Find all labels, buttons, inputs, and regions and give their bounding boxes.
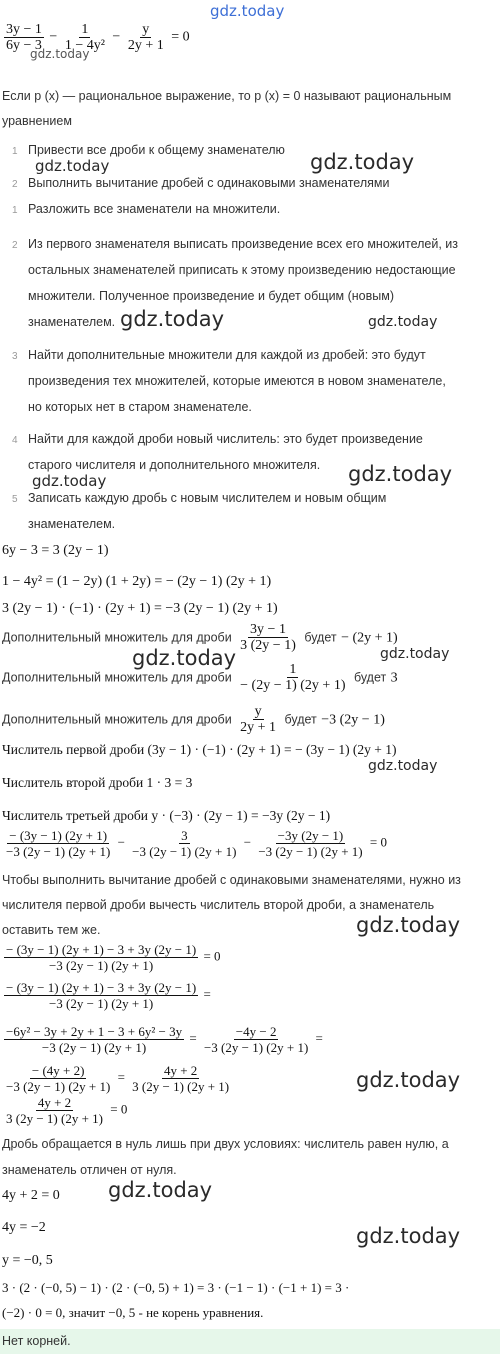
extra-multiplier-1: Дополнительный множитель для дроби $\frac{3y - 1}{3 (2y - 1)}$ будет − (2y + 1) — [2, 622, 398, 653]
solve-line-4: 3 · (2 · (−0, 5) − 1) · (2 · (−0, 5) + 1) = 3 · (−1 − 1) · (−1 + 1) = 3 · — [2, 1280, 350, 1295]
subtract-rule-line-2: числителя первой дроби вычесть числитель второй дроби, а знаменатель — [2, 898, 435, 912]
eq-fraction-1: $\frac{3y - 1}{6y - 3}$ — [6, 22, 42, 53]
step-text: но которых нет в старом знаменателе. — [28, 400, 252, 414]
watermark: gdz.today — [132, 646, 237, 670]
watermark: gdz.today — [348, 462, 453, 486]
step-number: 2 — [12, 179, 18, 190]
step-number: 3 — [12, 351, 18, 362]
subtract-rule-line-1: Чтобы выполнить вычитание дробей с одинаковыми знаменателями, нужно из — [2, 873, 461, 887]
factor-line-2: 1 − 4y² = (1 − 2y) (1 + 2y) = − (2y − 1) (2y + 1) — [2, 574, 272, 589]
watermark: gdz.today — [32, 472, 107, 490]
watermark: gdz.today — [310, 150, 415, 174]
step-text: Из первого знаменателя выписать произведение всех его множителей, из — [28, 237, 458, 251]
subtract-rule-line-3: оставить тем же. — [2, 923, 101, 937]
numerator-3: Числитель третьей дроби y · (−3) · (2y − 1) = −3y (2y − 1) — [2, 808, 331, 823]
watermark: gdz.today — [30, 47, 90, 61]
watermark: gdz.today — [368, 314, 438, 330]
watermark-top: gdz.today — [210, 2, 285, 20]
zero-rule-line-1: Дробь обращается в нуль лишь при двух условиях: числитель равен нулю, а — [2, 1137, 449, 1151]
step-text: множители. Полученное произведение и будет общим (новым) — [28, 289, 395, 303]
watermark: gdz.today — [380, 646, 450, 662]
step-number: 1 — [12, 146, 18, 157]
step-text: Разложить все знаменатели на множители. — [28, 202, 281, 216]
step-text: Найти дополнительные множители для каждой из дробей: это будут — [28, 348, 426, 362]
numerator-2: Числитель второй дроби 1 · 3 = 3 — [2, 775, 193, 790]
step-number: 5 — [12, 494, 18, 505]
watermark: gdz.today — [356, 913, 461, 937]
numerator-1: Числитель первой дроби (3y − 1) · (−1) · (2y + 1) = − (3y − 1) (2y + 1) — [2, 742, 397, 757]
zero-rule-line-2: знаменатель отличен от нуля. — [2, 1163, 177, 1177]
combine-step-2: $\frac{- (3y - 1) (2y + 1) - 3 + 3y (2y - 1)}{-3 (2y - 1) (2y + 1)}$ = — [6, 980, 211, 1011]
extra-multiplier-3: Дополнительный множитель для дроби $\frac{y}{2y + 1}$ будет −3 (2y − 1) — [2, 704, 385, 735]
extra-multiplier-2: Дополнительный множитель для дроби $\frac{1}{- (2y - 1) (2y + 1)}$ будет 3 — [2, 662, 398, 693]
answer-text: Нет корней. — [2, 1334, 71, 1348]
factor-line-1: 6y − 3 = 3 (2y − 1) — [2, 543, 109, 558]
step-text: Найти для каждой дроби новый числитель: это будет произведение — [28, 432, 423, 446]
eq-fraction-3: $\frac{y}{2y + 1}$ — [127, 22, 164, 53]
step-text: знаменателем. — [28, 315, 116, 329]
step-number: 2 — [12, 240, 18, 251]
combine-step-4: $\frac{- (4y + 2)}{-3 (2y - 1) (2y + 1)}$ = $\frac{4y + 2}{3 (2y - 1) (2y + 1)}$ — [6, 1063, 230, 1094]
step-number: 4 — [12, 435, 18, 446]
factor-line-3: 3 (2y − 1) · (−1) · (2y + 1) = −3 (2y − 1) (2y + 1) — [2, 601, 278, 616]
watermark: gdz.today — [356, 1224, 461, 1248]
step-text: Привести все дроби к общему знаменателю — [28, 143, 285, 157]
step-text: Выполнить вычитание дробей с одинаковыми знаменателями — [28, 176, 390, 190]
combine-step-3: $\frac{\text{−6y² − 3y + 2y + 1 − 3 + 6y² − 3y}}{-3 (2y - 1) (2y + 1)}$ = $\frac{-4y - 2}{-3 (2y - 1) (2y + 1)}$ = — [6, 1024, 323, 1055]
combine-step-5: $\frac{4y + 2}{3 (2y - 1) (2y + 1)}$ = 0 — [6, 1095, 128, 1126]
solve-line-3: y = −0, 5 — [2, 1253, 53, 1268]
combine-step-1: $\frac{- (3y - 1) (2y + 1) - 3 + 3y (2y - 1)}{-3 (2y - 1) (2y + 1)}$ = 0 — [6, 942, 221, 973]
eq-fraction-2: $\frac{1}{\text{1 − 4y²}}$ — [64, 22, 105, 53]
main-equation: $\frac{3y - 1}{6y - 3}$ − $\frac{1}{\text{1 − 4y²}}$ − $\frac{y}{2y + 1}$ = 0 — [6, 22, 190, 53]
step-text: остальных знаменателей приписать к этому произведению недостающие — [28, 263, 456, 277]
intro-line-2: уравнением — [2, 114, 72, 128]
watermark: gdz.today — [356, 1068, 461, 1092]
step-text: Записать каждую дробь с новым числителем и новым общим — [28, 491, 387, 505]
watermark: gdz.today — [35, 157, 110, 175]
watermark: gdz.today — [120, 307, 225, 331]
watermark: gdz.today — [108, 1178, 213, 1202]
step-text: старого числителя и дополнительного множителя. — [28, 458, 321, 472]
intro-line-1: Если p (x) — рациональное выражение, то p (x) = 0 называют рациональным — [2, 89, 452, 103]
answer-box — [0, 1329, 500, 1354]
step-text: знаменателем. — [28, 517, 116, 531]
step-number: 1 — [12, 205, 18, 216]
common-denominator-equation: $\frac{- (3y - 1) (2y + 1)}{-3 (2y - 1) (2y + 1)}$ − $\frac{3}{-3 (2y - 1) (2y + 1)}$ − $\frac{-3y (2y - 1)}{-3 (2y - 1) (2y + 1)}$ = 0 — [6, 828, 387, 859]
solve-line-5: (−2) · 0 = 0, значит −0, 5 - не корень уравнения. — [2, 1305, 264, 1320]
watermark: gdz.today — [368, 758, 438, 774]
solve-line-2: 4y = −2 — [2, 1220, 46, 1235]
step-text: произведения тех множителей, которые имеются в новом знаменателе, — [28, 374, 446, 388]
solve-line-1: 4y + 2 = 0 — [2, 1188, 60, 1203]
